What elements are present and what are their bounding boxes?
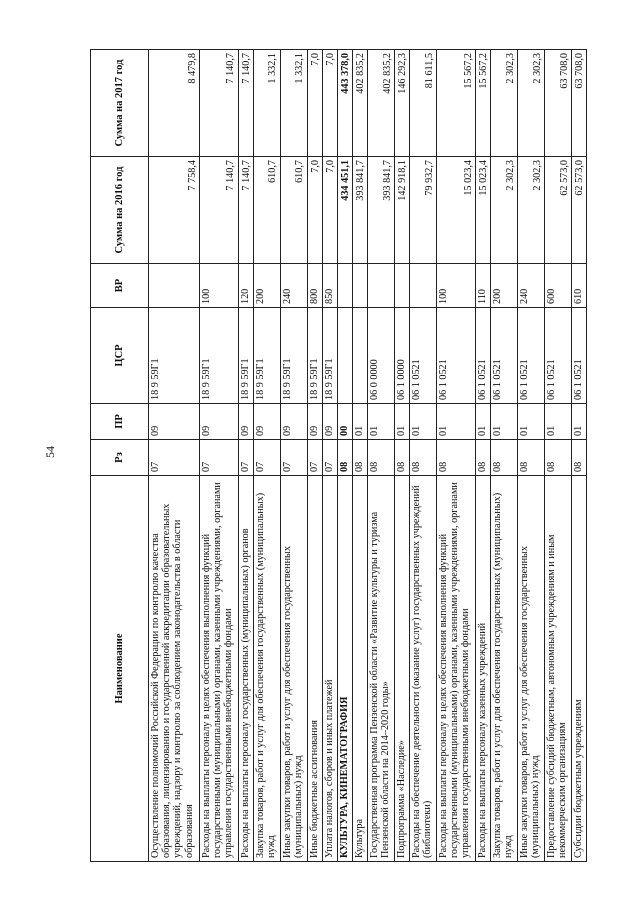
- cell-csr: 18 9 59Г1: [149, 308, 200, 404]
- cell-sum-2017: 7,0: [307, 50, 322, 157]
- cell-pr: 09: [199, 404, 238, 440]
- cell-name: Расходы на обеспечение деятельности (оказание услуг) государственных учреждений (библиотеки): [410, 476, 437, 862]
- cell-csr: 06 1 0521: [517, 308, 544, 404]
- cell-pr: 01: [367, 404, 394, 440]
- cell-vr: 100: [199, 264, 238, 308]
- cell-csr: [337, 308, 352, 404]
- cell-name: Государственная программа Пензенской области «Развитие культуры и туризма Пензенской области на 2014–2020 годы»: [367, 476, 394, 862]
- header-rz: Рз: [91, 440, 149, 476]
- table-body: [149, 50, 587, 862]
- cell-csr: 06 1 0521: [544, 308, 571, 404]
- cell-sum-2016: 434 451,1: [337, 157, 352, 264]
- cell-sum-2017: 146 292,3: [394, 50, 409, 157]
- table-row: [352, 50, 367, 862]
- cell-pr: 09: [149, 404, 200, 440]
- cell-csr: 06 1 0521: [490, 308, 517, 404]
- cell-sum-2016: 62 573,0: [571, 157, 586, 264]
- cell-csr: 18 9 59Г1: [280, 308, 307, 404]
- cell-vr: [394, 264, 409, 308]
- cell-rz: 08: [544, 440, 571, 476]
- table-row: [199, 50, 238, 862]
- cell-sum-2016: 62 573,0: [544, 157, 571, 264]
- cell-rz: 08: [394, 440, 409, 476]
- cell-rz: 07: [307, 440, 322, 476]
- table-row: [475, 50, 490, 862]
- cell-name: Уплата налогов, сборов и иных платежей: [322, 476, 337, 862]
- cell-csr: 06 0 0000: [367, 308, 394, 404]
- table-row: [307, 50, 322, 862]
- cell-rz: 08: [367, 440, 394, 476]
- table-row: [517, 50, 544, 862]
- cell-pr: 01: [475, 404, 490, 440]
- cell-name: Закупка товаров, работ и услуг для обеспечения государственных (муниципальных) нужд: [253, 476, 280, 862]
- cell-csr: 06 1 0521: [571, 308, 586, 404]
- cell-vr: 850: [322, 264, 337, 308]
- cell-csr: 06 1 0521: [436, 308, 475, 404]
- cell-pr: 01: [571, 404, 586, 440]
- cell-sum-2017: 2 302,3: [490, 50, 517, 157]
- cell-vr: [367, 264, 394, 308]
- cell-pr: 01: [517, 404, 544, 440]
- cell-pr: 09: [280, 404, 307, 440]
- cell-vr: 600: [544, 264, 571, 308]
- cell-sum-2017: 63 708,0: [571, 50, 586, 157]
- cell-name: Субсидии бюджетным учреждениям: [571, 476, 586, 862]
- cell-name: Предоставление субсидий бюджетным, автономным учреждениям и иным некоммерческим организациям: [544, 476, 571, 862]
- cell-sum-2017: 7 140,7: [238, 50, 253, 157]
- cell-pr: 01: [394, 404, 409, 440]
- cell-name: Расходы на выплаты персоналу государственных (муниципальных) органов: [238, 476, 253, 862]
- cell-vr: 610: [571, 264, 586, 308]
- header-sum-2017: Сумма на 2017 год: [91, 50, 149, 157]
- table-row: [394, 50, 409, 862]
- cell-pr: 00: [337, 404, 352, 440]
- cell-rz: 08: [517, 440, 544, 476]
- cell-vr: 200: [490, 264, 517, 308]
- header-csr: ЦСР: [91, 308, 149, 404]
- cell-csr: 06 1 0521: [410, 308, 437, 404]
- cell-name: Осуществление полномочий Российской Федерации по контролю качества образования, лицензированию и государственной аккредитации образовательных учреждений, надзору и контролю за соблюдением законодательства в области образования: [149, 476, 200, 862]
- cell-sum-2017: 63 708,0: [544, 50, 571, 157]
- cell-csr: 18 9 59Г1: [307, 308, 322, 404]
- cell-sum-2016: 393 841,7: [352, 157, 367, 264]
- cell-rz: 07: [253, 440, 280, 476]
- cell-vr: [352, 264, 367, 308]
- cell-csr: 06 1 0521: [475, 308, 490, 404]
- cell-name: Закупка товаров, работ и услуг для обеспечения государственных (муниципальных) нужд: [490, 476, 517, 862]
- cell-sum-2017: 402 835,2: [367, 50, 394, 157]
- cell-sum-2016: 142 918,1: [394, 157, 409, 264]
- cell-csr: 18 9 59Г1: [238, 308, 253, 404]
- cell-rz: 08: [436, 440, 475, 476]
- cell-name: Расходы на выплаты персоналу в целях обеспечения выполнения функций государственными (муниципальными) органами, казенными учреждениями, органами управления государственными внебюджетными фондами: [199, 476, 238, 862]
- cell-vr: 100: [436, 264, 475, 308]
- cell-vr: 200: [253, 264, 280, 308]
- cell-rz: 08: [337, 440, 352, 476]
- table-row: [436, 50, 475, 862]
- cell-csr: 18 9 59Г1: [253, 308, 280, 404]
- cell-vr: [149, 264, 200, 308]
- cell-pr: 09: [307, 404, 322, 440]
- cell-sum-2016: 610,7: [280, 157, 307, 264]
- header-vr: ВР: [91, 264, 149, 308]
- cell-sum-2016: 7 758,4: [149, 157, 200, 264]
- cell-name: Иные закупки товаров, работ и услуг для обеспечения государственных (муниципальных) нужд: [517, 476, 544, 862]
- cell-vr: 110: [475, 264, 490, 308]
- cell-sum-2017: 15 567,2: [436, 50, 475, 157]
- cell-pr: 09: [253, 404, 280, 440]
- cell-sum-2017: 81 611,5: [410, 50, 437, 157]
- cell-rz: 07: [280, 440, 307, 476]
- cell-csr: 18 9 59Г1: [199, 308, 238, 404]
- table-row: [544, 50, 571, 862]
- cell-rz: 08: [490, 440, 517, 476]
- cell-sum-2017: 7,0: [322, 50, 337, 157]
- table-row: [490, 50, 517, 862]
- cell-pr: 01: [410, 404, 437, 440]
- cell-sum-2017: 8 479,8: [149, 50, 200, 157]
- cell-pr: 09: [238, 404, 253, 440]
- table-row: [149, 50, 200, 862]
- table-row: [238, 50, 253, 862]
- cell-rz: 08: [475, 440, 490, 476]
- budget-table: [90, 49, 587, 862]
- cell-sum-2016: 7 140,7: [199, 157, 238, 264]
- cell-rz: 07: [199, 440, 238, 476]
- cell-name: Иные закупки товаров, работ и услуг для обеспечения государственных (муниципальных) нужд: [280, 476, 307, 862]
- cell-csr: [352, 308, 367, 404]
- table-row: [571, 50, 586, 862]
- header-pr: ПР: [91, 404, 149, 440]
- cell-rz: 08: [410, 440, 437, 476]
- cell-sum-2017: 15 567,2: [475, 50, 490, 157]
- cell-sum-2017: 443 378,0: [337, 50, 352, 157]
- cell-sum-2016: 393 841,7: [367, 157, 394, 264]
- cell-vr: [410, 264, 437, 308]
- cell-sum-2016: 2 302,3: [517, 157, 544, 264]
- cell-vr: [337, 264, 352, 308]
- cell-sum-2016: 15 023,4: [436, 157, 475, 264]
- cell-name: Культура: [352, 476, 367, 862]
- cell-csr: 06 1 0000: [394, 308, 409, 404]
- rotated-table-container: [90, 50, 587, 862]
- cell-name: Расходы на выплаты персоналу в целях обеспечения выполнения функций государственными (муниципальными) органами, казенными учреждениями, органами управления государственными внебюджетными фондами: [436, 476, 475, 862]
- cell-sum-2016: 7,0: [307, 157, 322, 264]
- cell-sum-2016: 2 302,3: [490, 157, 517, 264]
- cell-rz: 08: [571, 440, 586, 476]
- cell-sum-2017: 1 332,1: [253, 50, 280, 157]
- page-number: 54: [43, 446, 57, 458]
- cell-pr: 01: [544, 404, 571, 440]
- cell-rz: 07: [238, 440, 253, 476]
- cell-sum-2016: 610,7: [253, 157, 280, 264]
- table-row: [322, 50, 337, 862]
- cell-vr: 240: [517, 264, 544, 308]
- table-row: [410, 50, 437, 862]
- cell-vr: 120: [238, 264, 253, 308]
- cell-rz: 07: [149, 440, 200, 476]
- cell-sum-2017: 7 140,7: [199, 50, 238, 157]
- cell-name: Подпрограмма «Наследие»: [394, 476, 409, 862]
- cell-rz: 08: [352, 440, 367, 476]
- table-row: [253, 50, 280, 862]
- header-name: Наименование: [91, 476, 149, 862]
- cell-sum-2016: 15 023,4: [475, 157, 490, 264]
- cell-vr: 800: [307, 264, 322, 308]
- table-header-row: [91, 50, 149, 862]
- cell-pr: 01: [436, 404, 475, 440]
- cell-name: Расходы на выплаты персоналу казенных учреждений: [475, 476, 490, 862]
- cell-csr: 18 9 59Г1: [322, 308, 337, 404]
- cell-sum-2016: 7 140,7: [238, 157, 253, 264]
- cell-pr: 01: [490, 404, 517, 440]
- table-row: [337, 50, 352, 862]
- cell-vr: 240: [280, 264, 307, 308]
- page-content: [90, 0, 587, 905]
- cell-rz: 07: [322, 440, 337, 476]
- cell-name: КУЛЬТУРА, КИНЕМАТОГРАФИЯ: [337, 476, 352, 862]
- cell-sum-2017: 2 302,3: [517, 50, 544, 157]
- cell-name: Иные бюджетные ассигнования: [307, 476, 322, 862]
- cell-sum-2017: 402 835,2: [352, 50, 367, 157]
- table-row: [280, 50, 307, 862]
- cell-sum-2016: 7,0: [322, 157, 337, 264]
- table-row: [367, 50, 394, 862]
- cell-pr: 01: [352, 404, 367, 440]
- cell-pr: 09: [322, 404, 337, 440]
- header-sum-2016: Сумма на 2016 год: [91, 157, 149, 264]
- cell-sum-2017: 1 332,1: [280, 50, 307, 157]
- cell-sum-2016: 79 932,7: [410, 157, 437, 264]
